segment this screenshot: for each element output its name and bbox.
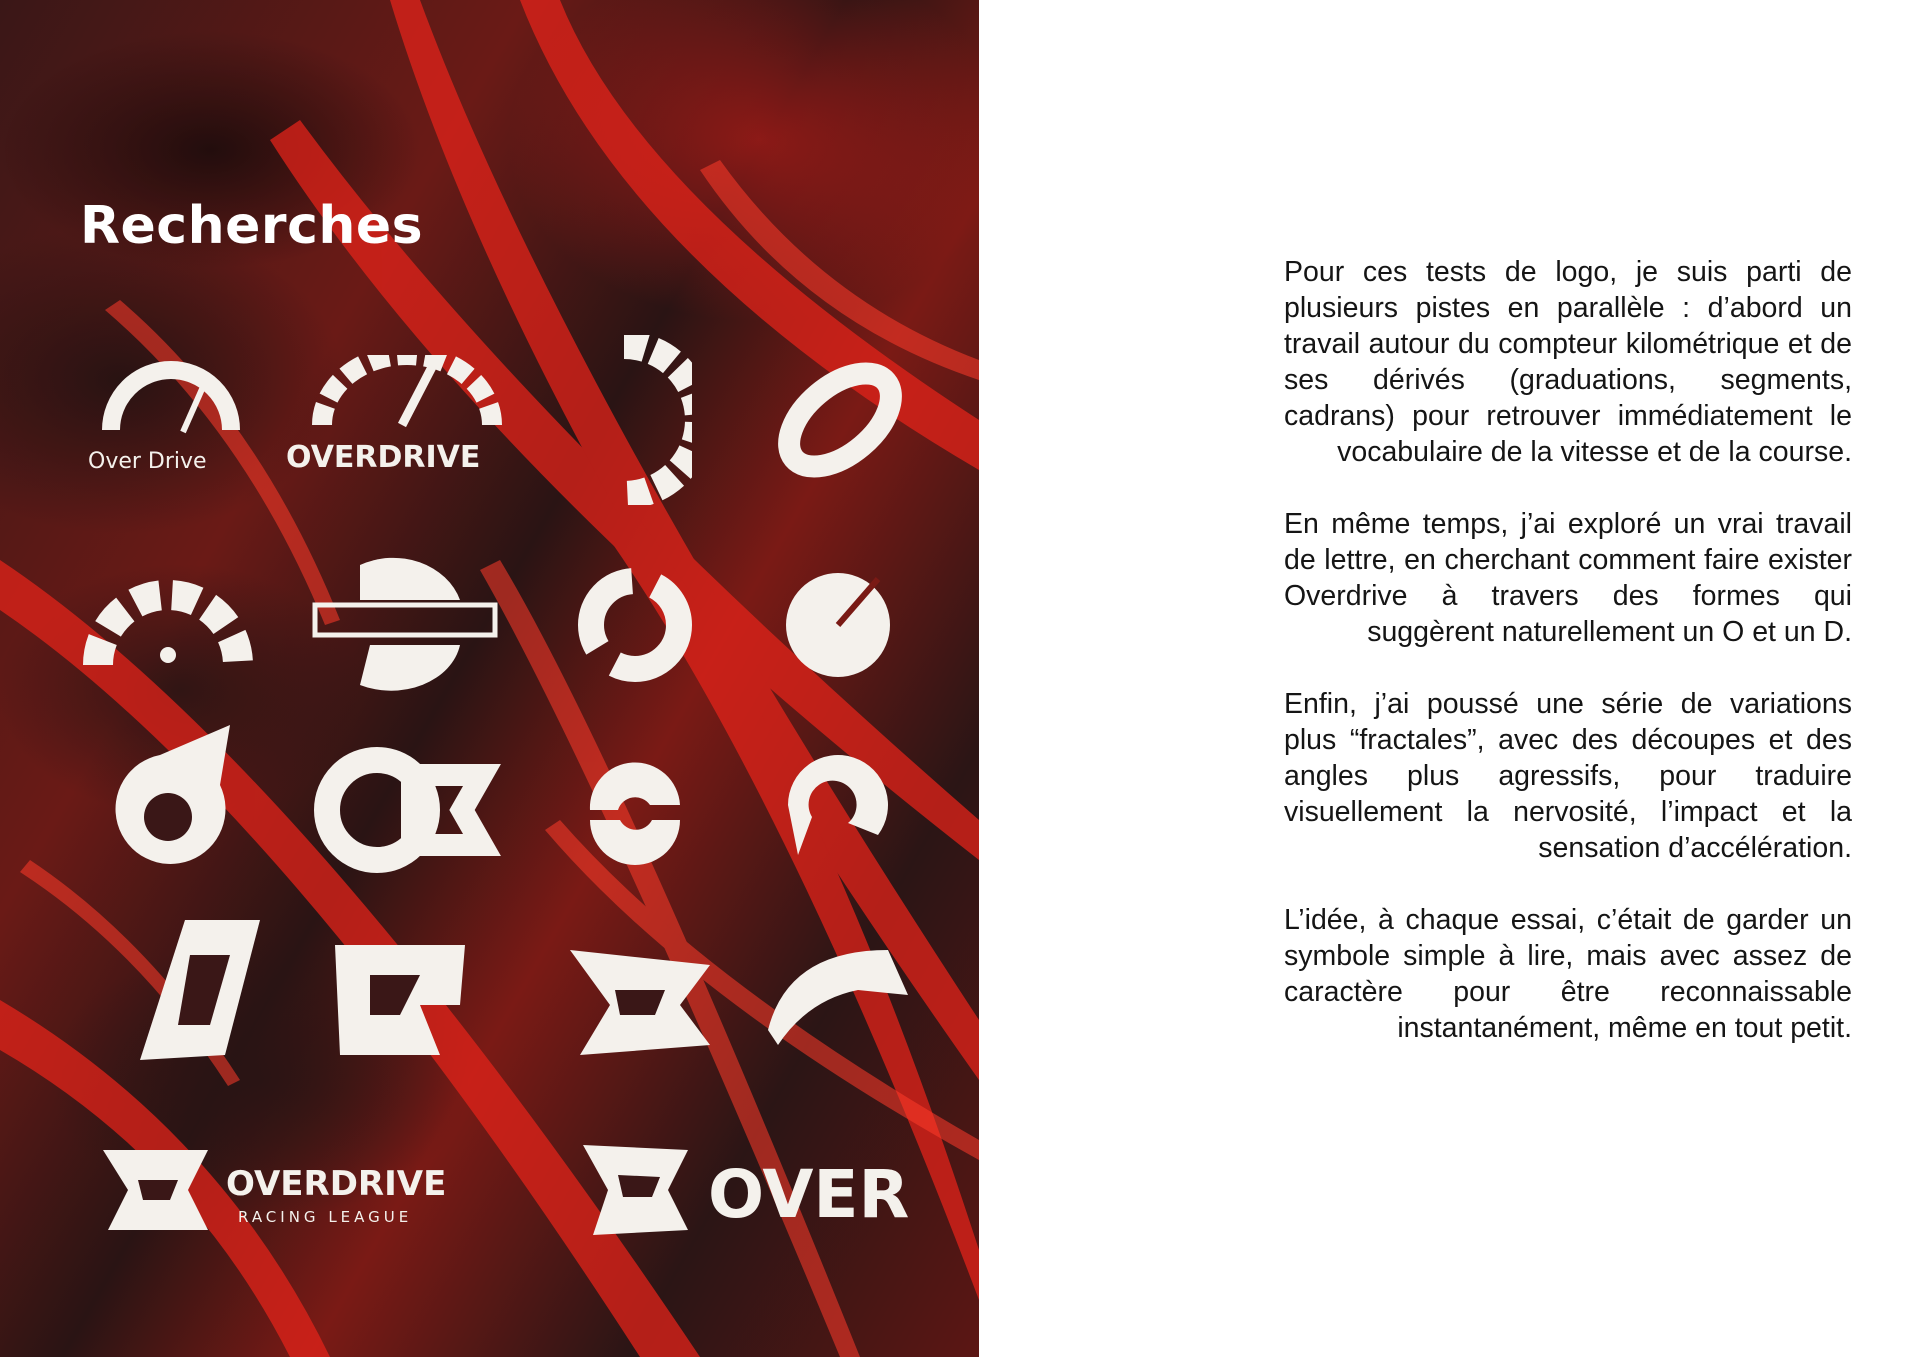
o-spike-icon [100,725,240,875]
swoosh-fin-icon [748,940,918,1060]
bar-sphere-icon [310,545,500,695]
paragraph-1: Pour ces tests de logo, je suis parti de plusieurs pistes en parallèle : d’abord un travail autour du compteur kilométrique et de ses dérivés (graduations, segments, cadrans) pour retrouver immédiatement le vocabulaire de la vitesse et de la course. [1284,256,1852,468]
blocky-shape-icon [330,935,470,1065]
wordmark-left-subtitle: RACING LEAGUE [238,1208,413,1226]
wordmark-left-title: OVERDRIVE [226,1164,447,1204]
page-heading: Recherches [80,196,424,256]
speedometer-overdrive-icon [86,350,256,480]
gauge-dots-icon [78,555,258,675]
slanted-o-icon [770,350,910,490]
angular-d-icon [130,915,270,1065]
o-arrows-icon [570,555,700,695]
split-circle-icon [580,755,690,870]
paragraph-2: En même temps, j’ai exploré un vrai travail de lettre, en cherchant comment faire exister Overdrive à travers des formes qui suggèrent naturellement un O et un D. [1284,508,1852,648]
over-wordmark [578,1135,928,1245]
arrow-swoosh-icon [560,935,720,1065]
speedometer-bold-label: OVERDRIVE [286,440,481,475]
paragraph-3: Enfin, j’ai poussé une série de variations plus “fractales”, avec des découpes et des angles plus agressifs, pour traduire visuellement la nervosité, l’impact et la sensation d’accélération. [1284,688,1852,864]
speedometer-overdrive-bold-icon [282,355,532,475]
segmented-arc-icon [582,335,692,505]
overdrive-racing-league-wordmark [98,1140,458,1240]
od-loop-icon [312,745,502,875]
swirl-o-icon [768,745,903,865]
speedometer-thin-label: Over Drive [88,449,207,474]
wordmark-right-title: OVER [708,1156,910,1233]
description-column [1284,254,1852,1082]
paragraph-4: L’idée, à chaque essai, c’était de garder un symbole simple à lire, mais avec assez de caractère pour être reconnaissable instantanément, même en tout petit. [1284,904,1852,1044]
sphere-needle-icon [778,565,898,685]
